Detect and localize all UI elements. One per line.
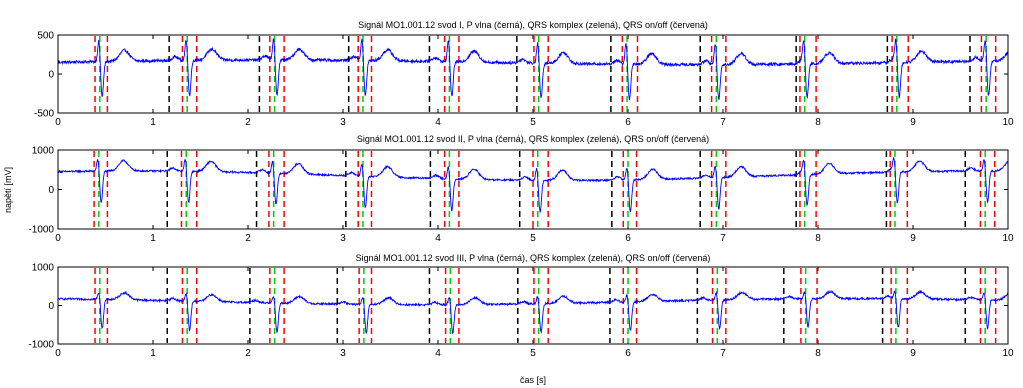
y-tick-label: 1000 — [31, 262, 54, 274]
x-tick-label: 7 — [720, 348, 726, 359]
panel-lead-3 — [28, 253, 1014, 359]
x-tick-label: 8 — [815, 233, 821, 244]
y-tick-label: 1000 — [31, 145, 54, 157]
x-tick-label: 9 — [910, 117, 916, 128]
panel-title: Signál MO1.001.12 svod II, P vlna (černá), QRS komplex (zelená), QRS on/off (červená) — [356, 134, 710, 144]
x-tick-label: 9 — [910, 233, 916, 244]
x-tick-label: 10 — [1002, 117, 1014, 128]
x-tick-label: 7 — [720, 117, 726, 128]
panel-title: Signál MO1.001.12 svod I, P vlna (černá), QRS komplex (zelená), QRS on/off (červená) — [358, 20, 708, 30]
y-axis-label: napětí [mV] — [3, 166, 13, 214]
x-tick-label: 0 — [55, 348, 61, 359]
plot-frame — [58, 267, 1008, 344]
y-tick-label: 0 — [48, 185, 54, 196]
y-tick-label: -500 — [33, 108, 54, 120]
x-tick-label: 0 — [55, 117, 61, 128]
x-tick-label: 7 — [720, 233, 726, 244]
x-tick-label: 6 — [625, 348, 631, 359]
x-tick-label: 10 — [1002, 233, 1014, 244]
x-tick-label: 2 — [245, 348, 251, 359]
x-tick-label: 1 — [150, 348, 156, 359]
x-tick-label: 4 — [435, 348, 441, 359]
x-tick-label: 6 — [625, 117, 631, 128]
y-tick-label: -1000 — [28, 224, 54, 236]
x-tick-label: 1 — [150, 117, 156, 128]
y-tick-label: 500 — [37, 30, 54, 42]
x-tick-label: 8 — [815, 348, 821, 359]
x-tick-label: 0 — [55, 233, 61, 244]
x-tick-label: 6 — [625, 233, 631, 244]
x-tick-label: 2 — [245, 233, 251, 244]
x-tick-label: 5 — [530, 348, 536, 359]
y-tick-label: -1000 — [28, 339, 54, 351]
x-tick-label: 4 — [435, 117, 441, 128]
x-tick-label: 4 — [435, 233, 441, 244]
x-tick-label: 3 — [340, 233, 346, 244]
x-tick-label: 3 — [340, 117, 346, 128]
x-tick-label: 1 — [150, 233, 156, 244]
x-tick-label: 5 — [530, 233, 536, 244]
x-tick-label: 3 — [340, 348, 346, 359]
plot-frame — [58, 35, 1008, 113]
y-tick-label: 0 — [48, 69, 54, 81]
x-tick-label: 5 — [530, 117, 536, 128]
y-tick-label: 0 — [48, 301, 54, 312]
x-tick-label: 10 — [1002, 348, 1014, 359]
x-tick-label: 8 — [815, 117, 821, 128]
panel-lead-2 — [28, 134, 1014, 244]
x-axis-label: čas [s] — [519, 375, 547, 385]
x-tick-label: 2 — [245, 117, 251, 128]
panel-lead-1 — [34, 20, 1014, 128]
panel-title: Signál MO1.001.12 svod III, P vlna (černá), QRS komplex (zelená), QRS on/off (červená) — [355, 253, 711, 263]
x-tick-label: 9 — [910, 348, 916, 359]
